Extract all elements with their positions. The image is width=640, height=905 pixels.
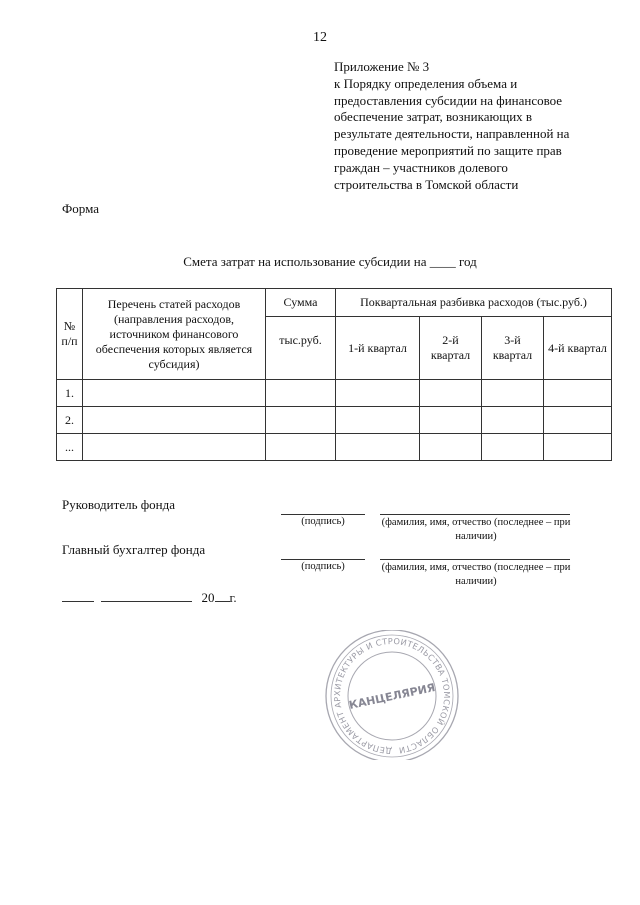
header-quarter-2: 2-й квартал	[420, 317, 482, 380]
row-cell[interactable]	[266, 380, 336, 407]
stamp-ring-text: ДЕПАРТАМЕНТ АРХИТЕКТУРЫ И СТРОИТЕЛЬСТВА ТОМСКОЙ ОБЛАСТИ	[331, 635, 453, 757]
date-year-prefix: 20	[201, 590, 215, 605]
row-cell[interactable]	[336, 380, 420, 407]
office-stamp	[318, 630, 466, 760]
appendix-line: обеспечение затрат, возникающих в	[334, 109, 533, 125]
head-name-line[interactable]	[380, 514, 570, 515]
date-suffix: г.	[229, 590, 237, 605]
row-cell[interactable]	[336, 407, 420, 434]
row-number: 2.	[57, 407, 83, 434]
appendix-line: проведение мероприятий по защите прав	[334, 142, 562, 158]
row-cell[interactable]	[83, 434, 266, 461]
header-quarter-1: 1-й квартал	[336, 317, 420, 380]
table-row	[57, 380, 612, 407]
appendix-line: предоставления субсидии на финансовое	[334, 92, 563, 108]
date-year-blank[interactable]	[215, 589, 230, 602]
appendix-line: к Порядку определения объема и	[334, 75, 518, 91]
accountant-name-line[interactable]	[380, 559, 570, 560]
appendix-line: строительства в Томской области	[334, 176, 519, 192]
row-cell[interactable]	[420, 380, 482, 407]
row-number: ...	[57, 434, 83, 461]
head-signature-caption: (подпись)	[301, 516, 345, 527]
accountant-label: Главный бухгалтер фонда	[62, 542, 206, 557]
header-sum: Сумма	[266, 289, 336, 317]
header-number: № п/п	[57, 289, 83, 380]
appendix-header	[334, 59, 624, 193]
stamp-center-text: КАНЦЕЛЯРИЯ	[347, 681, 437, 712]
row-cell[interactable]	[420, 407, 482, 434]
form-label: Форма	[62, 201, 99, 216]
head-label: Руководитель фонда	[62, 497, 176, 512]
date-day-blank[interactable]	[62, 589, 94, 602]
row-cell[interactable]	[544, 380, 612, 407]
row-cell[interactable]	[420, 434, 482, 461]
header-items: Перечень статей расходов (направления расходов, источником финансового обеспечения которых является субсидия)	[83, 289, 266, 380]
accountant-signature-caption: (подпись)	[301, 561, 345, 572]
date-line	[62, 589, 237, 606]
row-cell[interactable]	[83, 380, 266, 407]
row-cell[interactable]	[544, 407, 612, 434]
header-sum-unit: тыс.руб.	[266, 317, 336, 380]
date-month-blank[interactable]	[101, 589, 192, 602]
row-cell[interactable]	[544, 434, 612, 461]
row-cell[interactable]	[482, 380, 544, 407]
row-cell[interactable]	[83, 407, 266, 434]
head-name-caption: (фамилия, имя, отчество (последнее – при наличии)	[381, 517, 571, 542]
appendix-line: граждан – участников долевого	[334, 159, 508, 175]
row-cell[interactable]	[336, 434, 420, 461]
table-row	[57, 434, 612, 461]
header-quarter-4: 4-й квартал	[544, 317, 612, 380]
header-breakdown: Поквартальная разбивка расходов (тыс.руб.)	[336, 289, 612, 317]
row-cell[interactable]	[482, 407, 544, 434]
header-quarter-3: 3-й квартал	[482, 317, 544, 380]
row-cell[interactable]	[266, 434, 336, 461]
table-title: Смета затрат на использование субсидии на ____ год	[183, 254, 477, 269]
row-cell[interactable]	[266, 407, 336, 434]
accountant-name-caption: (фамилия, имя, отчество (последнее – при наличии)	[381, 562, 571, 587]
row-cell[interactable]	[482, 434, 544, 461]
table-row	[57, 407, 612, 434]
appendix-line: Приложение № 3	[334, 59, 430, 74]
row-number: 1.	[57, 380, 83, 407]
appendix-line: результате деятельности, направленной на	[334, 126, 570, 142]
estimate-table	[56, 288, 612, 461]
page-number: 12	[313, 30, 327, 45]
